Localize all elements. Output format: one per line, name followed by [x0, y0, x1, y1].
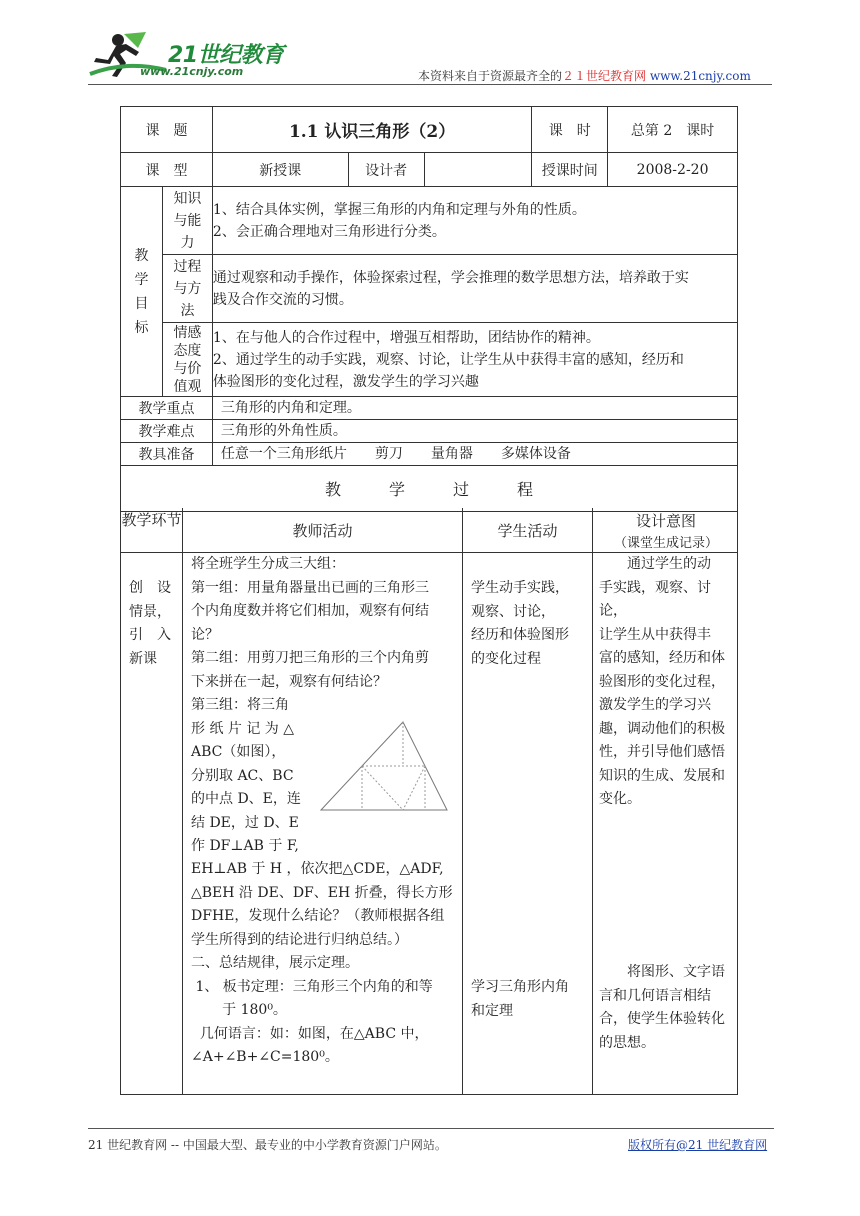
teacher-line: 论？ [191, 626, 219, 643]
intent-line: 手实践，观察、讨论， [599, 579, 711, 619]
teacher-line: 结 DE，过 D、E [191, 814, 299, 831]
stage-line: 新课 [129, 650, 157, 667]
topic-label: 课 题 [121, 107, 213, 153]
period-label: 课 时 [532, 107, 608, 153]
stage-text [129, 577, 181, 671]
goal-emotion-line: 体验图形的变化过程，激发学生的学习兴趣 [212, 373, 479, 390]
student-line: 学习三角形内角 [471, 979, 569, 995]
intent-line: 通过学生的动 [599, 556, 711, 572]
teacher-line: 下来拼在一起，观察有何结论？ [191, 673, 387, 690]
intent-line: 的思想。 [599, 1034, 655, 1051]
student-line: 和定理 [471, 1002, 513, 1019]
date-value: 2008-2-20 [608, 153, 738, 187]
teacher-line: 第一组：用量角器量出已画的三角形三 [191, 579, 429, 596]
intent-line: 让学生从中获得丰 [599, 626, 711, 643]
goal-emotion-line: 1、在与他人的合作过程中，增强互相帮助，团结协作的精神。 [212, 329, 600, 346]
intent-line: 合，使学生体验转化 [599, 1011, 725, 1027]
student-line: 学生动手实践， [471, 580, 569, 596]
teacher-line: 学生所得到的结论进行归纳总结。） [191, 931, 408, 948]
goal-process-line: 通过观察和动手操作，体验探索过程，学会推理的数学思想方法，培养敢于实 [212, 269, 689, 286]
teacher-line: 作 DF⊥AB 于 F, [191, 838, 299, 854]
col-intent-header: 设计意图 [635, 512, 696, 530]
intent-bottom [599, 961, 737, 1055]
teacher-line: EH⊥AB 于 H ，依次把△CDE，△ADF, [191, 861, 444, 877]
intent-line: 变化。 [599, 791, 641, 807]
difficulty-label: 教学难点 [121, 420, 213, 443]
tools-label: 教具准备 [121, 443, 213, 466]
teacher-line: DFHE，发现什么结论？（教师根据各组 [191, 908, 445, 924]
goal-knowledge-label: 知识与能力 [162, 187, 212, 255]
difficulty-value: 三角形的外角性质。 [212, 420, 737, 443]
date-label: 授课时间 [532, 153, 608, 187]
key-label: 教学重点 [121, 397, 213, 420]
goal-process-label: 过程与方法 [162, 255, 212, 323]
student-line: 观察、讨论， [471, 603, 555, 620]
col-stage-header: 教学环节 [121, 511, 182, 529]
goal-process-text [212, 255, 737, 323]
student-activity-top [471, 577, 591, 671]
designer-value [424, 153, 532, 187]
goals-label: 教学目标 [121, 187, 163, 397]
intent-line: 富的感知，经历和体 [599, 650, 725, 666]
process-title: 教 学 过 程 [121, 466, 738, 512]
col-divider [182, 508, 183, 1094]
lesson-info-table [120, 106, 738, 512]
teacher-line: 第二组：用剪刀把三角形的三个内角剪 [191, 650, 429, 666]
period-value: 总第 2 课时 [608, 107, 738, 153]
col-intent-subheader: （课堂生成记录） [613, 536, 718, 551]
triangle-figure [317, 718, 451, 814]
goal-emotion-label: 情感态度与价值观 [162, 323, 212, 397]
stage-line: 情景， [129, 603, 171, 620]
footer-divider [88, 1128, 774, 1129]
stage-line: 创 设 [129, 580, 171, 596]
teacher-line: 第三组：将三角 [191, 697, 289, 713]
teacher-line: 分别取 AC、BC [191, 767, 294, 784]
teacher-line: ∠A+∠B+∠C=180⁰。 [191, 1049, 339, 1065]
col-student-header: 学生活动 [497, 522, 558, 540]
teacher-line: 个内角度数并将它们相加，观察有何结 [191, 603, 429, 619]
student-line: 的变化过程 [471, 650, 541, 667]
goal-emotion-line: 2、通过学生的动手实践，观察、讨论，让学生从中获得丰富的感知，经历和 [212, 351, 684, 368]
footer-copyright-link[interactable]: 版权所有@21 世纪教育网 [628, 1138, 768, 1152]
intent-line: 将图形、文字语 [599, 964, 725, 980]
col-divider [592, 508, 593, 1094]
goal-emotion-text [212, 323, 737, 397]
logo-url: www.21cnjy.com [140, 65, 244, 78]
teacher-line: 形 纸 片 记 为 △ [191, 720, 295, 737]
source-url-link[interactable]: www.21cnjy.com [649, 69, 751, 83]
teacher-line: 几何语言：如：如图，在△ABC 中， [191, 1025, 429, 1042]
student-activity-bottom [471, 976, 591, 1023]
teacher-line: 的中点 D、E，连 [191, 791, 301, 807]
type-value: 新授课 [212, 153, 348, 187]
intent-line: 知识的生成、发展和 [599, 767, 725, 784]
tools-value: 任意一个三角形纸片 剪刀 量角器 多媒体设备 [212, 443, 737, 466]
footer-left-text: 21 世纪教育网 -- 中国最大型、最专业的中小学教育资源门户网站。 [88, 1138, 447, 1152]
teacher-line: 于 180⁰。 [191, 1002, 287, 1018]
teacher-line: 1、 板书定理：三角形三个内角的和等 [191, 978, 433, 995]
goal-process-line: 践及合作交流的习惯。 [212, 291, 353, 308]
process-table [120, 508, 738, 1095]
intent-line: 趣，调动他们的积极 [599, 720, 725, 737]
intent-line: 言和几何语言相结 [599, 987, 711, 1004]
teacher-activity-bottom [191, 858, 463, 1070]
intent-line: 性，并引导他们感悟 [599, 744, 725, 760]
intent-line: 验图形的变化过程， [599, 673, 725, 690]
col-teacher-header: 教师活动 [292, 522, 353, 540]
teacher-line: ABC（如图）， [191, 744, 286, 760]
source-note [418, 67, 751, 84]
source-site-name[interactable]: ２１世纪教育网 [562, 69, 647, 83]
designer-label: 设计者 [348, 153, 424, 187]
header-divider [88, 84, 772, 85]
intent-top [599, 553, 737, 812]
source-prefix: 本资料来自于资源最齐全的 [418, 69, 563, 83]
teacher-line: 二、总结规律，展示定理。 [191, 955, 359, 971]
key-value: 三角形的内角和定理。 [212, 397, 737, 420]
logo-text: 21世纪教育 [168, 43, 284, 68]
student-line: 经历和体验图形 [471, 627, 569, 643]
teacher-line: 将全班学生分成三大组： [191, 556, 345, 572]
topic-value: 1.1 认识三角形（2） [212, 107, 531, 153]
intent-line: 激发学生的学习兴 [599, 697, 711, 713]
teacher-line: △BEH 沿 DE、DF、EH 折叠，得长方形 [191, 884, 453, 901]
goal-knowledge-line: 2、会正确合理地对三角形进行分类。 [212, 223, 446, 240]
type-label: 课 型 [121, 153, 213, 187]
goal-knowledge-text [212, 187, 737, 255]
stage-line: 引 入 [129, 627, 171, 643]
goal-knowledge-line: 1、结合具体实例，掌握三角形的内角和定理与外角的性质。 [212, 201, 586, 218]
